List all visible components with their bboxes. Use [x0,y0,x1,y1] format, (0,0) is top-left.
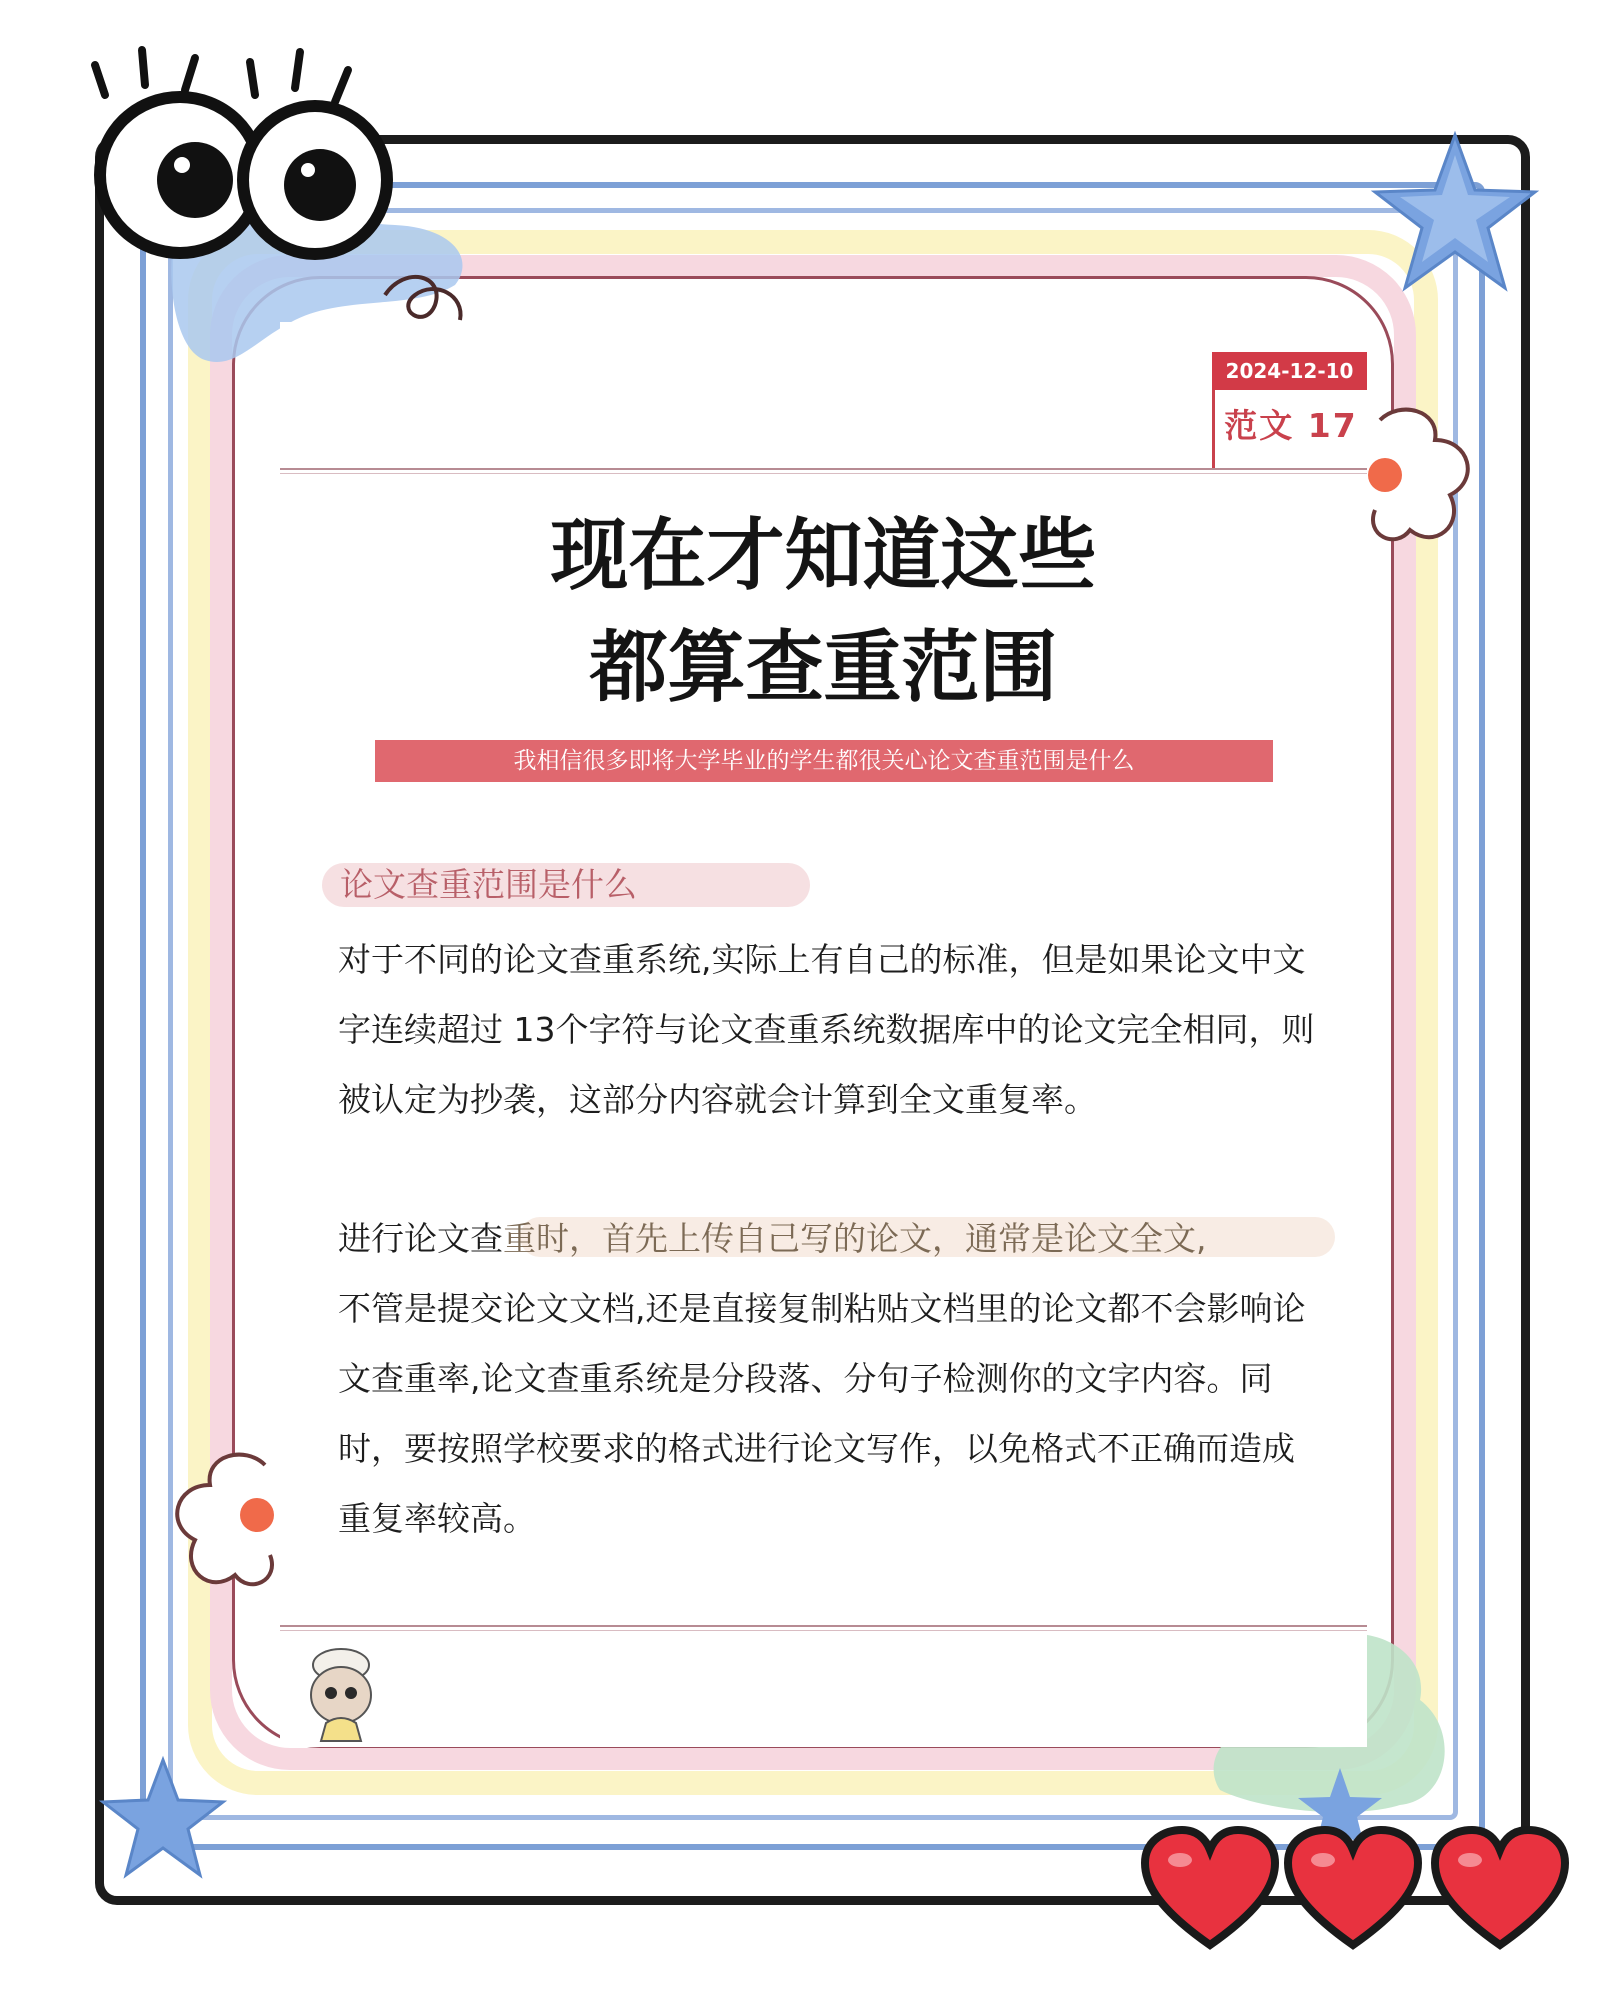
cartoon-eyes-icon [50,40,410,270]
flower-icon [175,1440,285,1590]
paragraph-2-first-line [338,1204,1318,1274]
flower-icon [1360,400,1470,550]
title-line-2: 都算查重范围 [589,623,1058,713]
top-divider-thin [280,473,1367,474]
star-icon [1370,130,1540,300]
page-title [280,500,1367,724]
paragraph-2-rest: 不管是提交论文文档,还是直接复制粘贴文档里的论文都不会影响论文查重率,论文查重系统是分段落、分句子检测你的文字内容。同时，要按照学校要求的格式进行论文写作，以免格式不正确而造成重复率较高。 [338,1289,1306,1538]
top-divider [280,468,1367,470]
tag-date: 2024-12-10 [1212,352,1367,390]
heart-icon [1283,1825,1423,1955]
paragraph-2-highlight: 重时，首先上传自己写的论文，通常是论文全文, [503,1219,1207,1258]
tag-label: 范文 17 [1224,406,1358,445]
section-heading: 论文查重范围是什么 [340,865,637,904]
paragraph-2-start: 进行论文查 [338,1219,503,1258]
paragraph-1: 对于不同的论文查重系统,实际上有自己的标准，但是如果论文中文字连续超过 13个字符与论文查重系统数据库中的论文完全相同，则被认定为抄袭，这部分内容就会计算到全文重复率。 [338,940,1315,1119]
mascot-icon [296,1645,386,1745]
heart-icon [1430,1825,1570,1955]
star-icon [98,1755,228,1885]
title-line-1: 现在才知道这些 [550,511,1097,601]
heart-icon [1140,1825,1280,1955]
bottom-divider-thin [280,1630,1367,1631]
bottom-divider [280,1625,1367,1627]
subtitle-text: 我相信很多即将大学毕业的学生都很关心论文查重范围是什么 [513,748,1135,774]
